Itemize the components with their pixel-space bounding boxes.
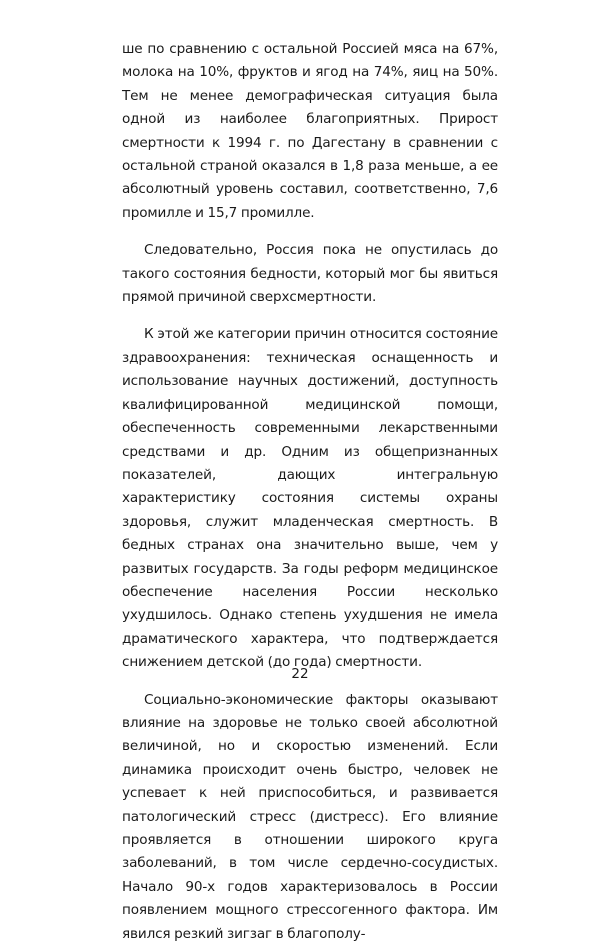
paragraph-healthcare: К этой же категории причин относится состояние здравоохранения: техническая оснащенность и использование научных достижений, доступность квалифицированной медицинской помощи, обеспеченность современными лекарственными средствами и др. Одним из общепризнанных показателей, дающих интегральную характеристику состояния системы охраны здоровья, служит младенческая смертность. В бедных странах она значительно выше, чем у развитых государств. За годы реформ медицинское обеспечение населения России несколько ухудшилось. Однако степень ухудшения не имела драматического характера, что подтверждается снижением детской (до года) смертности. (122, 326, 498, 671)
text-body (122, 38, 498, 946)
page-number: 22 (291, 666, 309, 682)
paragraph-poverty: Следовательно, Россия пока не опустилась до такого состояния бедности, который мог бы явиться прямой причиной сверхсмертности. (122, 242, 498, 306)
paragraph-socioeconomic: Социально-экономические факторы оказывают влияние на здоровье не только своей абсолютной величиной, но и скоростью изменений. Если динамика происходит очень быстро, человек не успевает к ней приспособиться, и развивается патологический стресс (дистресс). Его влияние проявляется в отношении широкого круга заболеваний, в том числе сердечно-сосудистых. Начало 90-х годов характеризовалось в России появлением мощного стрессогенного фактора. Им явился резкий зигзаг в благополу- (122, 691, 498, 942)
paragraph-continuation: ше по сравнению с остальной Россией мяса на 67%, молока на 10%, фруктов и ягод на 74%, яиц на 50%. Тем не менее демографическая ситуация была одной из наиболее благоприятных. Прирост смертности к 1994 г. по Дагестану в сравнении с остальной страной оказался в 1,8 раза меньше, а ее абсолютный уровень составил, соответственно, 7,6 промилле и 15,7 промилле. (122, 41, 498, 221)
